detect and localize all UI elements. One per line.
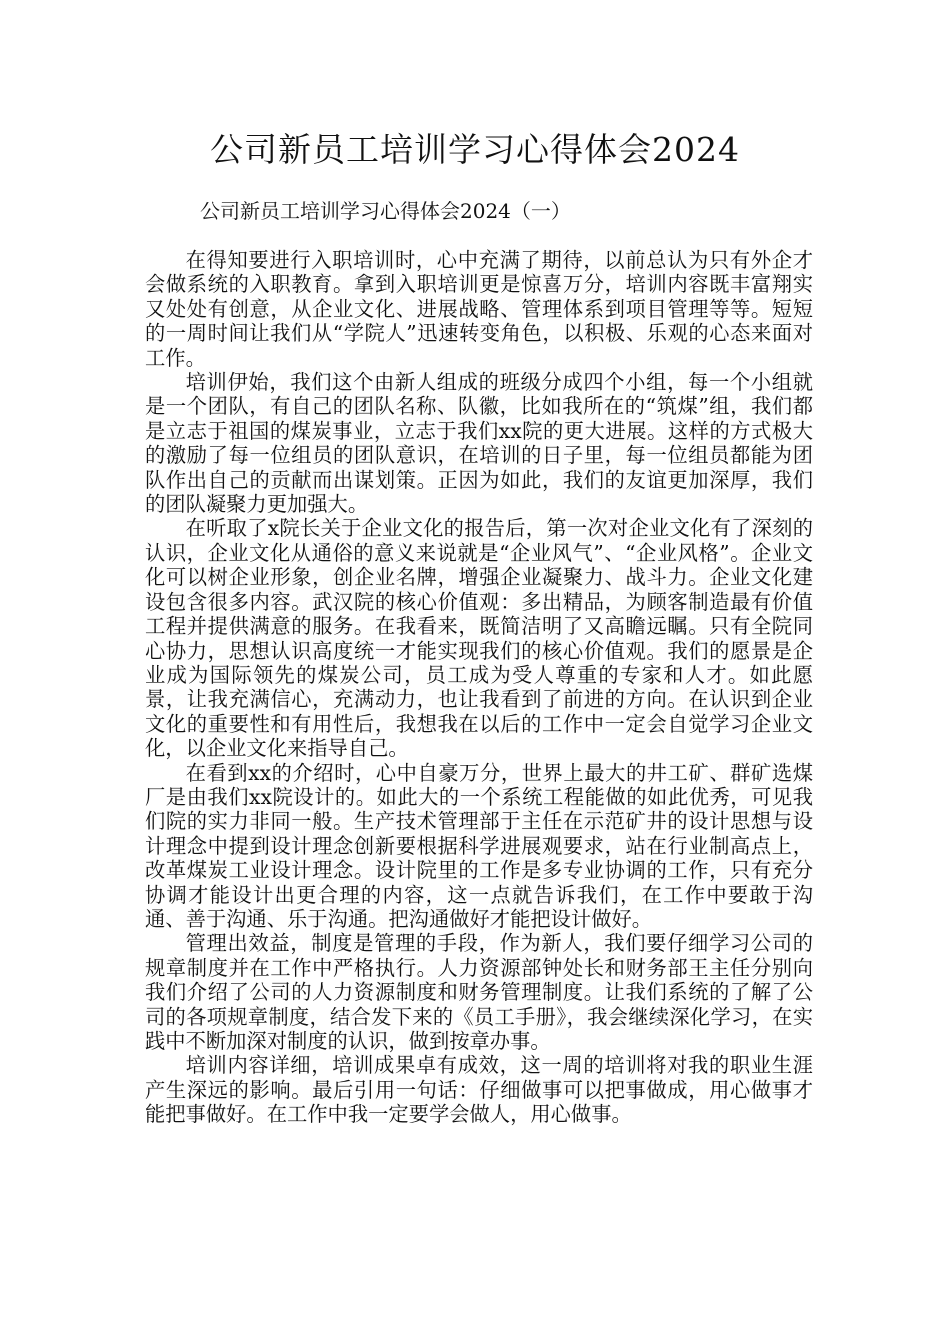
- paragraph-4: 在看到xx的介绍时，心中自豪万分，世界上最大的井工矿、群矿选煤厂是由我们xx院设计的。如此大的一个系统工程能做的如此优秀，可见我们院的实力非同一般。生产技术管理部于主任在示范矿井的设计思想与设计理念中提到设计理念创新要根据科学进展观要求，站在行业制高点上，改革煤炭工业设计理念。设计院里的工作是多专业协调的工作，只有充分协调才能设计出更合理的内容，这一点就告诉我们，在工作中要敢于沟通、善于沟通、乐于沟通。把沟通做好才能把设计做好。: [145, 760, 813, 931]
- paragraph-1: 在得知要进行入职培训时，心中充满了期待，以前总认为只有外企才会做系统的入职教育。拿到入职培训更是惊喜万分，培训内容既丰富翔实又处处有创意，从企业文化、进展战略、管理体系到项目管理等等。短短的一周时间让我们从“学院人”迅速转变角色，以积极、乐观的心态来面对工作。: [145, 248, 813, 370]
- paragraph-3: 在听取了x院长关于企业文化的报告后，第一次对企业文化有了深刻的认识，企业文化从通俗的意义来说就是“企业风气”、“企业风格”。企业文化可以树企业形象，创企业名牌，增强企业凝聚力、战斗力。企业文化建设包含很多内容。武汉院的核心价值观：多出精品，为顾客制造最有价值工程并提供满意的服务。在我看来，既简洁明了又高瞻远瞩。只有全院同心协力，思想认识高度统一才能实现我们的核心价值观。我们的愿景是企业成为国际领先的煤炭公司，员工成为受人尊重的专家和人才。如此愿景，让我充满信心，充满动力，也让我看到了前进的方向。在认识到企业文化的重要性和有用性后，我想我在以后的工作中一定会自觉学习企业文化，以企业文化来指导自己。: [145, 516, 813, 761]
- document-body: [145, 248, 813, 1127]
- paragraph-6: 培训内容详细，培训成果卓有成效，这一周的培训将对我的职业生涯产生深远的影响。最后引用一句话：仔细做事可以把事做成，用心做事才能把事做好。在工作中我一定要学会做人，用心做事。: [145, 1053, 813, 1127]
- paragraph-5: 管理出效益，制度是管理的手段，作为新人，我们要仔细学习公司的规章制度并在工作中严格执行。人力资源部钟处长和财务部王主任分别向我们介绍了公司的人力资源制度和财务管理制度。让我们系统的了解了公司的各项规章制度，结合发下来的《员工手册》，我会继续深化学习，在实践中不断加深对制度的认识，做到按章办事。: [145, 931, 813, 1053]
- document-subtitle: 公司新员工培训学习心得体会2024（一）: [200, 199, 571, 223]
- paragraph-2: 培训伊始，我们这个由新人组成的班级分成四个小组，每一个小组就是一个团队，有自己的团队名称、队徽，比如我所在的“筑煤”组，我们都是立志于祖国的煤炭事业，立志于我们xx院的更大进展。这样的方式极大的激励了每一位组员的团队意识，在培训的日子里，每一位组员都能为团队作出自己的贡献而出谋划策。正因为如此，我们的友谊更加深厚，我们的团队凝聚力更加强大。: [145, 370, 813, 517]
- document-title: 公司新员工培训学习心得体会2024: [210, 130, 740, 169]
